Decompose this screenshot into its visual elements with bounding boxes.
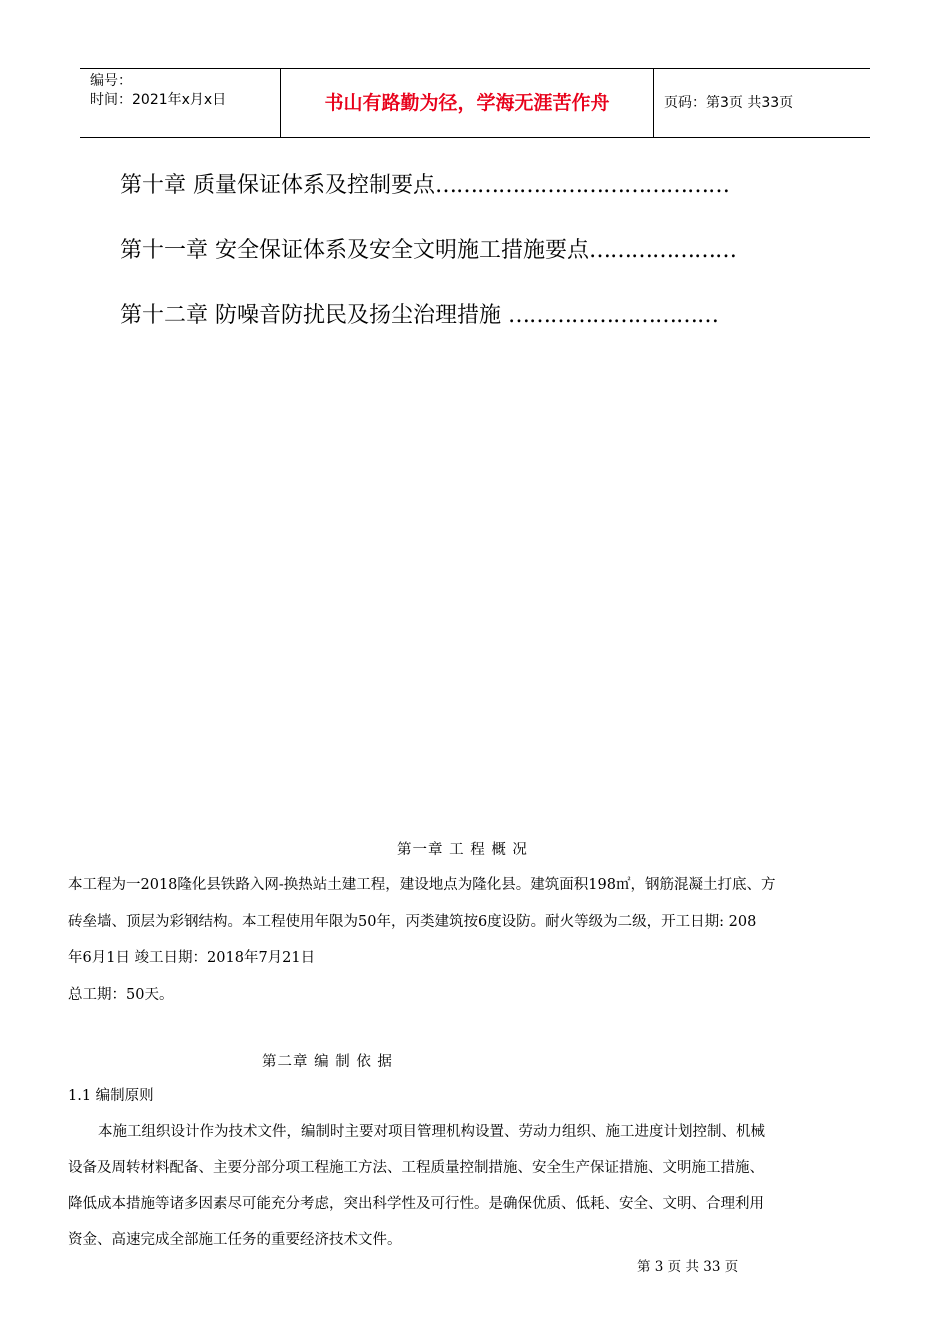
- chapter-heading: 第一章 工 程 概 况: [397, 842, 528, 858]
- toc-dots: …………………………: [508, 303, 718, 328]
- toc-entry: [120, 236, 736, 266]
- paragraph-line: 总工期：50天。: [68, 987, 174, 1003]
- header-table: [80, 68, 870, 138]
- date-label: 时间：2021年x月x日: [90, 92, 227, 108]
- paragraph-line: 本施工组织设计作为技术文件，编制时主要对项目管理机构设置、劳动力组织、施工进度计划控制、机械: [98, 1124, 765, 1140]
- toc-title: 第十二章 防噪音防扰民及扬尘治理措施: [120, 303, 508, 328]
- header-info-cell: [80, 69, 281, 137]
- header-motto-cell: [281, 69, 654, 137]
- header-page-cell: [654, 69, 870, 137]
- section-heading: 1.1 编制原则: [68, 1088, 154, 1104]
- toc-entry: [120, 171, 729, 201]
- toc-title: 第十章 质量保证体系及控制要点: [120, 173, 435, 198]
- toc-entry: [120, 301, 718, 331]
- paragraph-line: 年6月1日 竣工日期：2018年7月21日: [68, 950, 316, 966]
- page-label: 页码：第3页 共33页: [664, 95, 794, 111]
- paragraph-line: 设备及周转材料配备、主要分部分项工程施工方法、工程质量控制措施、安全生产保证措施、文明施工措施、: [68, 1160, 764, 1176]
- paragraph-line: 降低成本措施等诸多因素尽可能充分考虑，突出科学性及可行性。是确保优质、低耗、安全、文明、合理利用: [68, 1196, 764, 1212]
- chapter-heading: 第二章 编 制 依 据: [262, 1054, 393, 1070]
- toc-dots: …………………: [589, 238, 736, 263]
- number-label: 编号：: [90, 73, 132, 89]
- paragraph-line: 资金、高速完成全部施工任务的重要经济技术文件。: [68, 1232, 402, 1248]
- motto: 书山有路勤为径，学海无涯苦作舟: [324, 92, 610, 114]
- toc-title: 第十一章 安全保证体系及安全文明施工措施要点: [120, 238, 589, 263]
- page-footer: 第 3 页 共 33 页: [637, 1259, 739, 1275]
- toc-dots: ……………………………………: [435, 173, 729, 198]
- paragraph-line: 本工程为一2018隆化县铁路入网-换热站土建工程，建设地点为隆化县。建筑面积198㎡，钢筋混凝土打底、方: [68, 877, 776, 893]
- paragraph-line: 砖垒墙、顶层为彩钢结构。本工程使用年限为50年，丙类建筑按6度设防。耐火等级为二级，开工日期: 208: [68, 914, 757, 930]
